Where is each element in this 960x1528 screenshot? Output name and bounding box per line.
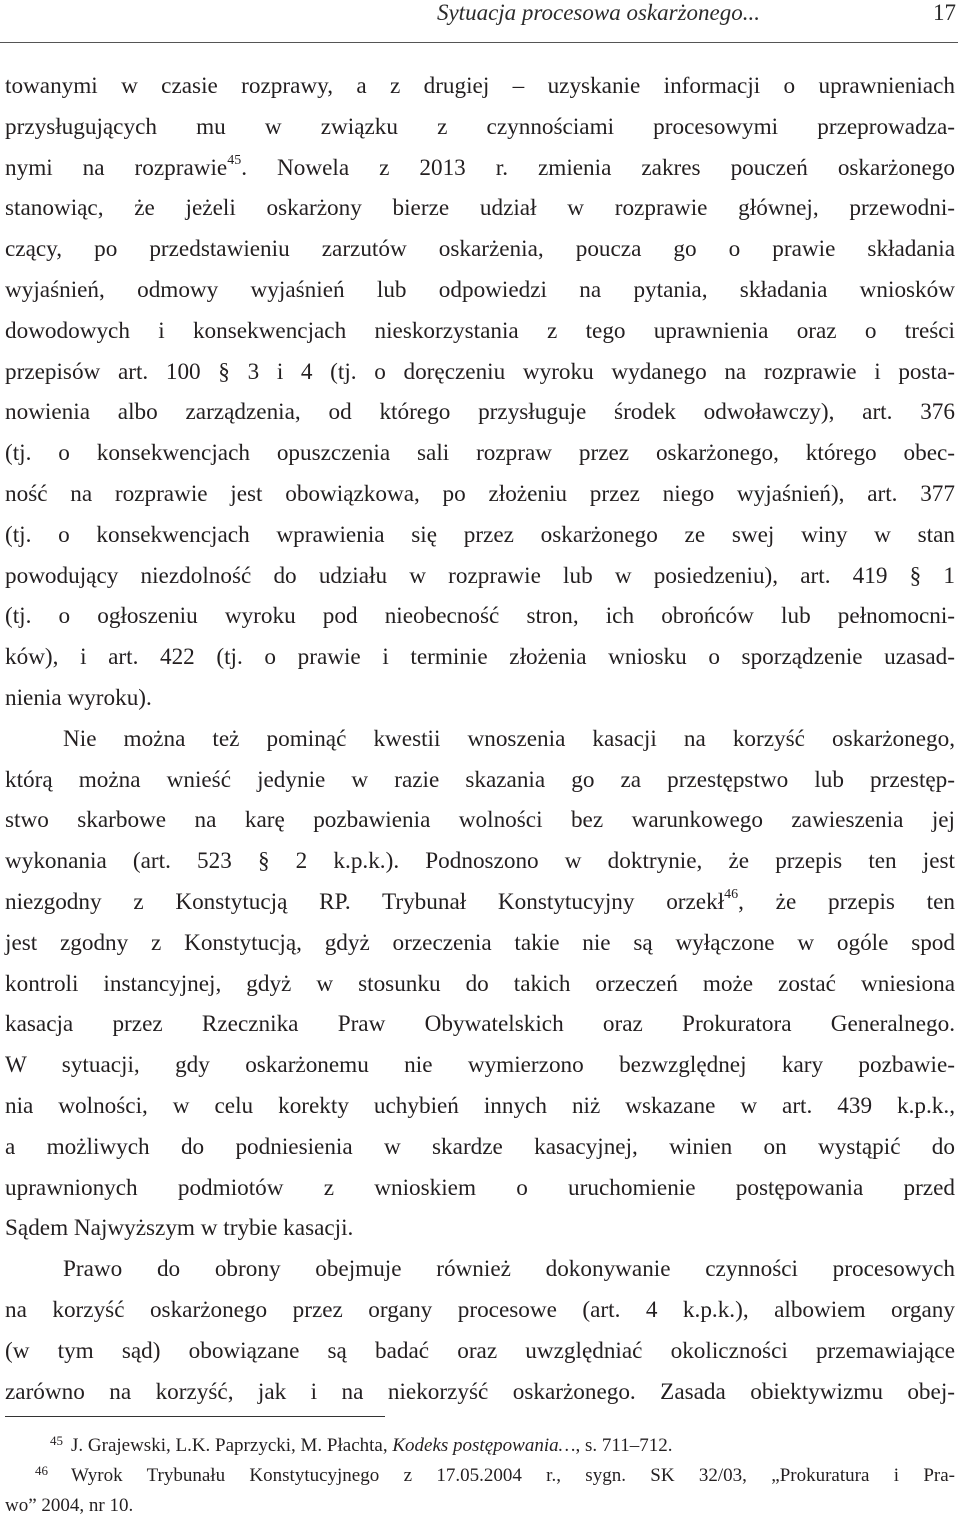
text-line: nowienia albo zarządzenia, od którego przysługuje środek odwoławczy), art. 376: [5, 399, 955, 426]
text-line: kontroli instancyjnej, gdyż w stosunku do takich orzeczeń może zostać wniesiona: [5, 970, 955, 997]
text-line: (tj. o ogłoszeniu wyroku pod nieobecność stron, ich obrońców lub pełnomocni-: [5, 603, 955, 630]
text-line: czący, po przedstawieniu zarzutów oskarżenia, poucza go o prawie składania: [5, 236, 955, 263]
text-line: dowodowych i konsekwencjach nieskorzystania z tego uprawnienia oraz o treści: [5, 317, 955, 344]
footnote-ref-45[interactable]: 45: [227, 152, 242, 168]
text-line: stwo skarbowe na karę pozbawienia wolności bez warunkowego zawieszenia jej: [5, 807, 955, 834]
text-line: przysługujących mu w związku z czynnościami procesowymi przeprowadza-: [5, 113, 955, 140]
text-line: wykonania (art. 523 § 2 k.p.k.). Podnoszono w doktrynie, że przepis ten jest: [5, 848, 955, 875]
text-line: przepisów art. 100 § 3 i 4 (tj. o doręczeniu wyroku wydanego na rozprawie i posta-: [5, 358, 955, 385]
footnote-number: 46: [35, 1463, 48, 1478]
text-line: ność na rozprawie jest obowiązkowa, po złożeniu przez niego wyjaśnień), art. 377: [5, 480, 955, 507]
text-line: ków), i art. 422 (tj. o prawie i terminie złożenia wniosku o sporządzenie uzasad-: [5, 644, 955, 671]
text-line: nienia wyroku).: [5, 684, 152, 711]
footnote-number: 45: [50, 1433, 63, 1448]
text-line: a możliwych do podniesienia w skardze kasacyjnej, winien on wystąpić do: [5, 1133, 955, 1160]
footnote-title: Kodeks postępowania…: [392, 1435, 576, 1456]
body-text: [5, 66, 955, 1412]
text-line: powodujący niezdolność do udziału w rozprawie lub w posiedzeniu), art. 419 § 1: [5, 562, 955, 589]
text-line: zarówno na korzyść, jak i na niekorzyść oskarżonego. Zasada obiektywizmu obej-: [5, 1378, 955, 1405]
text-line: jest zgodny z Konstytucją, gdyż orzeczenia takie nie są wyłączone w ogóle spod: [5, 929, 955, 956]
text-line: kasacja przez Rzecznika Praw Obywatelskich oraz Prokuratora Generalnego.: [5, 1011, 955, 1038]
footnote-45: 45 J. Grajewski, L.K. Paprzycki, M. Płachta, Kodeks postępowania…, s. 711–712.: [5, 1432, 955, 1462]
running-title: Sytuacja procesowa oskarżonego...: [436, 0, 760, 25]
text-line: którą można wnieść jedynie w razie skazania go za przestępstwo lub przestęp-: [5, 766, 955, 793]
text-line: (tj. o konsekwencjach wprawienia się przez oskarżonego ze swej winy w stan: [5, 521, 955, 548]
footnote-separator: [5, 1416, 385, 1417]
page-header: [0, 0, 960, 36]
text-line: uprawnionych podmiotów z wnioskiem o uruchomienie postępowania przed: [5, 1174, 955, 1201]
paragraph-start: Nie można też pominąć kwestii wnoszenia kasacji na korzyść oskarżonego,: [63, 725, 955, 752]
text-line: Sądem Najwyższym w trybie kasacji.: [5, 1215, 354, 1242]
text-line: (w tym sąd) obowiązane są badać oraz uwzględniać okoliczności przemawiające: [5, 1337, 955, 1364]
text-line: niezgodny z Konstytucją RP. Trybunał Konstytucyjny orzekł$^{46}$, że przepis ten: [5, 887, 955, 915]
footnote-46: 46 Wyrok Trybunału Konstytucyjnego z 17.05.2004 r., sygn. SK 32/03, „Prokuratura i Pra-: [5, 1462, 955, 1492]
footnote-46-continuation: wo” 2004, nr 10.: [5, 1495, 134, 1516]
text-line: wyjaśnień, odmowy wyjaśnień lub odpowiedzi na pytania, składania wniosków: [5, 276, 955, 303]
paragraph-start: Prawo do obrony obejmuje również dokonywanie czynności procesowych: [63, 1256, 955, 1283]
footnotes: [5, 1432, 955, 1520]
text-line: na korzyść oskarżonego przez organy procesowe (art. 4 k.p.k.), albowiem organy: [5, 1296, 955, 1323]
text-line: (tj. o konsekwencjach opuszczenia sali rozpraw przez oskarżonego, którego obec-: [5, 440, 955, 467]
text-line: W sytuacji, gdy oskarżonemu nie wymierzono bezwzględnej kary pozbawie-: [5, 1052, 955, 1079]
text-line: nymi na rozprawie$^{45}$. Nowela z 2013 r. zmienia zakres pouczeń oskarżonego: [5, 152, 955, 181]
header-rule: [0, 42, 958, 43]
text-line: towanymi w czasie rozprawy, a z drugiej – uzyskanie informacji o uprawnieniach: [5, 73, 955, 99]
text-line: nia wolności, w celu korekty uchybień innych niż wskazane w art. 439 k.p.k.,: [5, 1092, 955, 1119]
text-line: stanowiąc, że jeżeli oskarżony bierze udział w rozprawie głównej, przewodni-: [5, 195, 955, 222]
footnote-ref-46[interactable]: 46: [724, 887, 739, 903]
page-number: 17: [933, 0, 956, 25]
